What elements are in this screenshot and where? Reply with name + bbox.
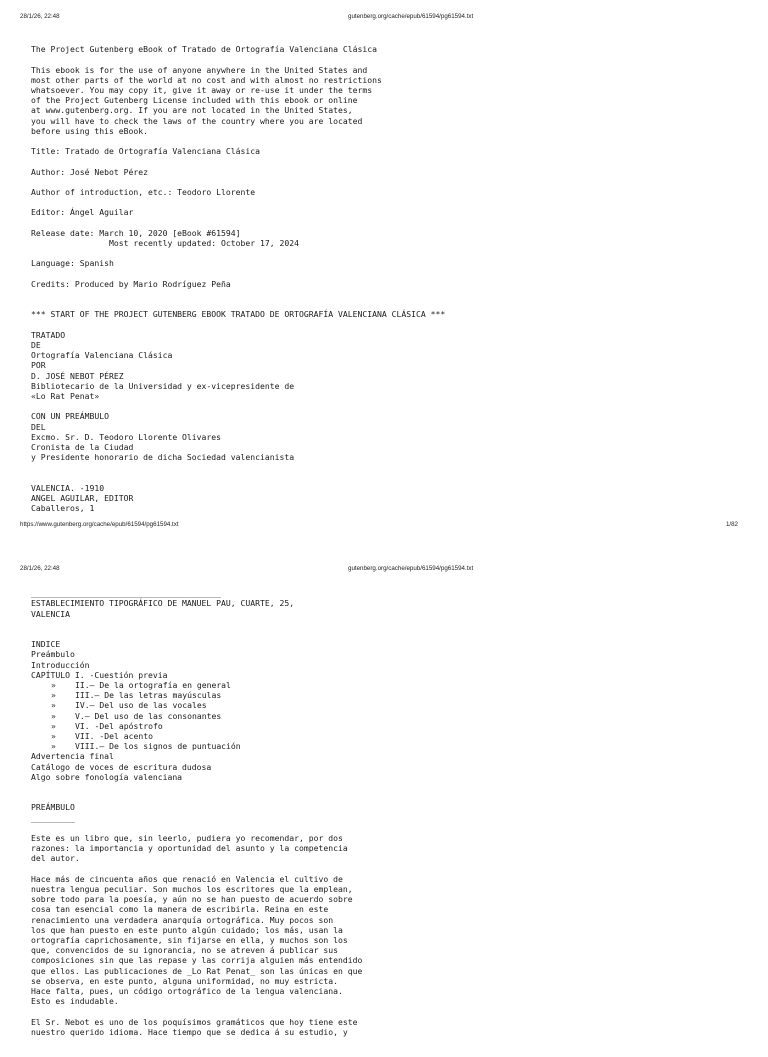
preamble-credit-block: CON UN PREÁMBULO DEL Excmo. Sr. D. Teodoro Llorente Olivares Cronista de la Ciudad y Presidente honorario de dicha Sociedad valencianista [31,411,295,463]
toc-item: Preámbulo [31,649,75,660]
toc-subitem: » III.— De las letras mayúsculas [51,690,222,701]
print-footer-url: https://www.gutenberg.org/cache/epub/61594/pg61594.txt [20,521,179,528]
ditto-mark: » [51,720,56,731]
printer-imprint: ESTABLECIMIENTO TIPOGRÁFICO DE MANUEL PAU, CUARTE, 25, VALENCIA [31,598,295,619]
ditto-mark: » [51,700,56,711]
license-paragraph: This ebook is for the use of anyone anywhere in the United States and most other parts of the world at no cost and with almost no restrictions whatsoever. You may copy it, give it away or re-use it under the terms of the Project Gutenberg License included with this ebook or online at www.gutenberg.org. If you are not located in the United States, you will have to check the laws of the country where you are located before using this eBook. [31,64,382,136]
start-marker: *** START OF THE PROJECT GUTENBERG EBOOK TRATADO DE ORTOGRAFÍA VALENCIANA CLÁSICA *** [31,309,446,320]
section-heading: PREÁMBULO [31,802,75,813]
toc-subitem: » II.— De la ortografía en general [51,680,231,690]
imprint-block: VALENCIA. -1910 ANGEL AGUILAR, EDITOR Caballeros, 1 [31,482,134,514]
toc-item: Introducción [31,659,90,670]
meta-release-date: Release date: March 10, 2020 [eBook #61594] [31,227,241,238]
ditto-mark: » [51,710,56,721]
ditto-mark: » [51,741,56,752]
toc-subitem: » VIII.— De los signos de puntuación [51,741,241,752]
toc-subitem: » V.— Del uso de las consonantes [51,710,222,721]
paragraph: Este es un libro que, sin leerlo, pudiera yo recomendar, por dos razones: la importancia y oportunidad del asunto y la competencia del autor. [31,833,348,864]
horizontal-rule: _______________________________________ [31,588,222,599]
paragraph: Hace más de cincuenta años que renació en Valencia el cultivo de nuestra lengua peculiar. Son muchos los escritores que la emplean, sobre todo para la poesía, y aún no se han puesto de acuerdo sobre cosa tan esencial como la manera de escribirla. Reina en este renacimiento una verdadera anarquía ortográfica. Muy pocos son los que han puesto en este punto algún cuidado; los más, usan la ortografía caprichosamente, sin fijarse en ella, y muchos son los que, convencidos de su ignorancia, no se atreven á publicar sus composiciones sin que las repase y las corrija alguien más entendido que ellos. Las publicaciones de _Lo Rat Penat_ son las únicas en que se observa, en este punto, alguna uniformidad, no muy estricta. Hace falta, pues, un código ortográfico de la lengua valenciana. Esto es indudable. [31,873,363,1007]
toc-item: CAPÍTULO I. -Cuestión previa [31,669,168,680]
meta-intro-author: Author of introduction, etc.: Teodoro Llorente [31,186,256,197]
print-datetime: 28/1/26, 22:48 [20,13,60,20]
meta-author: Author: José Nebot Pérez [31,166,148,177]
document-text [31,34,751,534]
toc-item: Algo sobre fonología valenciana [31,771,183,782]
ditto-mark: » [51,690,56,701]
ditto-mark: » [51,680,56,690]
toc-subitem: » VI. -Del apóstrofo [51,720,163,731]
toc-item: Catálogo de voces de escritura dudosa [31,761,212,772]
toc-subitem: » VII. -Del acento [51,731,153,742]
ditto-mark: » [51,731,56,742]
document-text [31,578,751,1057]
heading-underline: _________ [31,812,75,823]
meta-title: Title: Tratado de Ortografía Valenciana Clásica [31,146,261,157]
page-number: 1/82 [725,521,738,528]
print-header-url: gutenberg.org/cache/epub/61594/pg61594.txt [348,565,474,572]
toc-title: INDICE [31,639,61,650]
book-title-block: TRATADO DE Ortografía Valenciana Clásica POR D. JOSÉ NEBOT PÉREZ Bibliotecario de la Universidad y ex-vicepresidente de «Lo Rat Penat» [31,329,295,401]
meta-editor: Editor: Ángel Aguilar [31,207,134,218]
toc-item: Advertencia final [31,751,114,762]
ebook-title-line: The Project Gutenberg eBook of Tratado de Ortografía Valenciana Clásica [31,44,377,55]
paragraph: El Sr. Nebot es uno de los poquísimos gramáticos que hoy tiene este nuestro querido idioma. Hace tiempo que se dedica á su estudio, y [31,1016,358,1037]
meta-updated: Most recently updated: October 17, 2024 [31,237,300,248]
meta-credits: Credits: Produced by Mario Rodríguez Peña [31,278,231,289]
print-datetime: 28/1/26, 22:48 [20,565,60,572]
print-page-2 [0,552,768,1037]
page-separator [0,540,768,552]
meta-language: Language: Spanish [31,258,114,269]
table-of-contents [31,649,751,782]
toc-subitem: » IV.— Del uso de las vocales [51,700,207,711]
print-header-url: gutenberg.org/cache/epub/61594/pg61594.txt [348,13,474,20]
